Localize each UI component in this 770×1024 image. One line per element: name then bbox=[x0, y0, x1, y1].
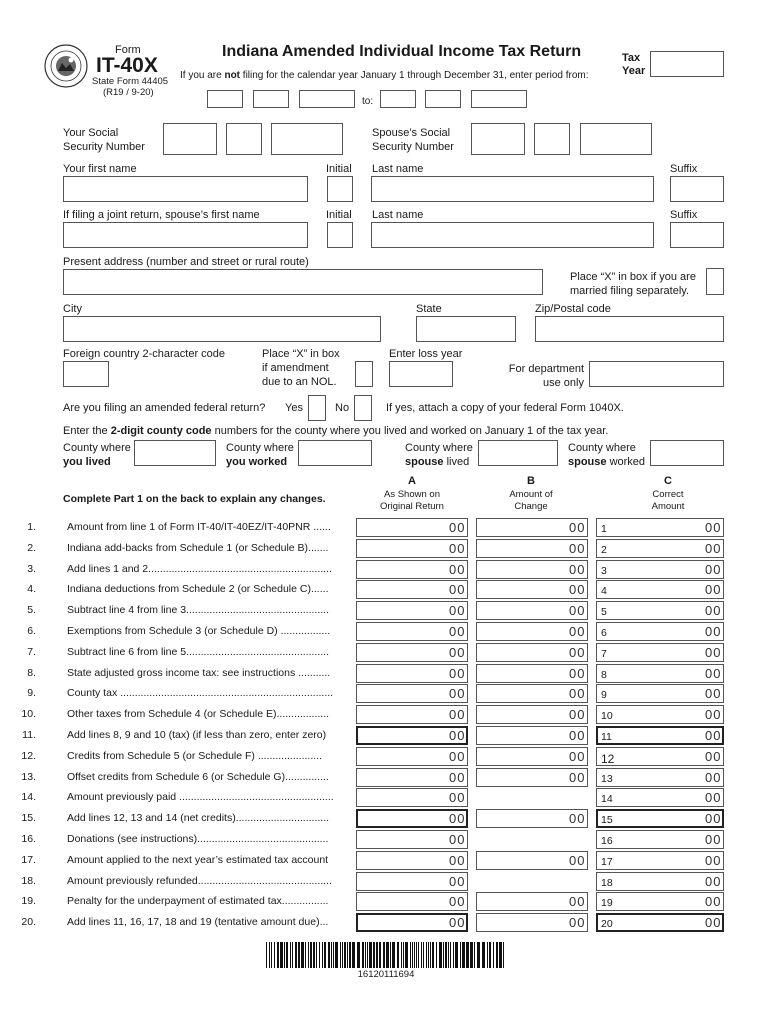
column-c-line-number: 12 bbox=[601, 751, 615, 766]
line-label: Subtract line 6 from line 5................................................. bbox=[67, 645, 330, 658]
cents: 00 bbox=[705, 540, 722, 556]
line-number: 13. bbox=[21, 770, 36, 783]
dept-use-label: For department use only bbox=[508, 363, 584, 389]
cents: 00 bbox=[449, 832, 466, 847]
barcode-bar bbox=[333, 942, 334, 968]
barcode-bar bbox=[335, 942, 338, 968]
spouse-first-name-input[interactable] bbox=[63, 222, 308, 248]
amended-no-checkbox[interactable] bbox=[354, 395, 372, 421]
barcode-bar bbox=[423, 942, 424, 968]
spouse-ssn-part-3[interactable] bbox=[580, 123, 652, 155]
barcode-bar bbox=[443, 942, 444, 968]
barcode-bar bbox=[322, 942, 323, 968]
cents: 00 bbox=[569, 665, 586, 681]
spouse-suffix-label: Suffix bbox=[670, 209, 698, 221]
line-label: Offset credits from Schedule 6 (or Schedule G)............... bbox=[67, 770, 329, 783]
barcode-bar bbox=[319, 942, 320, 968]
column-b-header: B Amount of Change bbox=[509, 475, 553, 512]
line-label: Add lines 8, 9 and 10 (tax) (if less than zero, enter zero) bbox=[67, 729, 327, 741]
cents: 00 bbox=[449, 915, 466, 931]
line-number: 8. bbox=[27, 666, 36, 679]
cents: 00 bbox=[569, 915, 586, 931]
cents: 00 bbox=[705, 728, 722, 743]
county-worked-input[interactable] bbox=[298, 440, 372, 466]
barcode-bar bbox=[410, 942, 411, 968]
column-c-line-number: 20 bbox=[601, 918, 613, 931]
page-title: Indiana Amended Individual Income Tax Return bbox=[222, 43, 582, 60]
barcode-bar bbox=[477, 942, 480, 968]
spouse-first-name-label: If filing a joint return, spouse’s first name bbox=[63, 209, 260, 221]
period-to-day[interactable] bbox=[425, 90, 461, 108]
barcode-bar bbox=[373, 942, 375, 968]
line-label: Indiana add-backs from Schedule 1 (or Schedule B)....... bbox=[67, 541, 329, 554]
barcode-bar bbox=[397, 942, 399, 968]
column-c-header: C Correct Amount bbox=[651, 475, 685, 512]
barcode-bar bbox=[392, 942, 395, 968]
state-seal bbox=[44, 44, 88, 88]
line-number: 17. bbox=[21, 853, 36, 866]
line-label: Amount previously refunded.............................................. bbox=[67, 874, 332, 887]
barcode-bar bbox=[430, 942, 431, 968]
line-label: Other taxes from Schedule 4 (or Schedule E).................. bbox=[67, 708, 330, 721]
column-c-line-number: 15 bbox=[601, 814, 613, 827]
county-worked-label: County where you worked bbox=[226, 442, 294, 468]
loss-year-label: Enter loss year bbox=[389, 348, 463, 360]
barcode-bar bbox=[342, 942, 343, 968]
form-revision: (R19 / 9-20) bbox=[103, 87, 154, 98]
barcode-bar bbox=[390, 942, 391, 968]
barcode-bar bbox=[357, 942, 360, 968]
line-number: 1. bbox=[27, 521, 36, 533]
period-from-month[interactable] bbox=[207, 90, 243, 108]
foreign-country-label: Foreign country 2-character code bbox=[63, 348, 226, 360]
part1-instruction: Complete Part 1 on the back to explain any changes. bbox=[63, 493, 326, 505]
spouse-initial-label: Initial bbox=[326, 209, 352, 221]
barcode-bar bbox=[313, 942, 315, 968]
line-label: Amount applied to the next year’s estimated tax account bbox=[67, 853, 329, 866]
ssn-part-3[interactable] bbox=[271, 123, 343, 155]
barcode-bar bbox=[266, 942, 267, 968]
barcode-number: 16120111694 bbox=[357, 969, 415, 980]
cents: 00 bbox=[705, 561, 722, 577]
barcode-bar bbox=[362, 942, 364, 968]
period-to-label: to: bbox=[362, 96, 374, 107]
barcode-bar bbox=[292, 942, 293, 968]
barcode-bar bbox=[379, 942, 381, 968]
cents: 00 bbox=[449, 811, 466, 827]
barcode-bar bbox=[367, 942, 368, 968]
period-from-day[interactable] bbox=[253, 90, 289, 108]
line-number: 5. bbox=[27, 604, 36, 617]
address-label: Present address (number and street or rural route) bbox=[63, 256, 309, 268]
barcode-bar bbox=[328, 942, 330, 968]
cents: 00 bbox=[449, 540, 466, 556]
barcode-bar bbox=[455, 942, 458, 968]
column-c-line-number: 18 bbox=[601, 876, 613, 889]
line-label: Add lines 1 and 2............................................................... bbox=[67, 562, 332, 575]
barcode-bar bbox=[352, 942, 355, 968]
barcode-bar bbox=[269, 942, 270, 968]
loss-year-input[interactable] bbox=[389, 361, 453, 387]
attach-1040x-note: If yes, attach a copy of your federal Form 1040X. bbox=[386, 402, 624, 414]
column-c-line-number: 16 bbox=[601, 835, 613, 847]
cents: 00 bbox=[449, 561, 466, 577]
cents: 00 bbox=[705, 707, 722, 723]
cents: 00 bbox=[449, 873, 466, 889]
cents: 00 bbox=[569, 728, 586, 743]
form-number: IT-40X bbox=[96, 54, 158, 77]
barcode-bar bbox=[316, 942, 317, 968]
column-a-header: A As Shown on Original Return bbox=[380, 475, 444, 512]
line-number: 7. bbox=[27, 645, 36, 658]
barcode-bar bbox=[462, 942, 465, 968]
barcode-bar bbox=[470, 942, 473, 968]
cents: 00 bbox=[569, 707, 586, 723]
initial-label: Initial bbox=[326, 163, 352, 175]
column-c-line-number: 7 bbox=[601, 647, 607, 660]
spouse-last-name-label: Last name bbox=[372, 209, 424, 221]
cents: 00 bbox=[705, 811, 722, 827]
cents: 00 bbox=[705, 873, 722, 889]
barcode-bar bbox=[310, 942, 312, 968]
barcode-bar bbox=[383, 942, 385, 968]
cents: 00 bbox=[705, 686, 722, 702]
cents: 00 bbox=[449, 624, 466, 639]
spouse-county-worked-label: County where spouse worked bbox=[568, 442, 646, 468]
spouse-suffix-input[interactable] bbox=[670, 222, 724, 248]
line-label: State adjusted gross income tax: see instructions ........... bbox=[67, 666, 331, 679]
column-c-line-number: 10 bbox=[601, 710, 613, 723]
cents: 00 bbox=[705, 582, 722, 598]
barcode-bar bbox=[418, 942, 419, 968]
barcode-bar bbox=[324, 942, 326, 968]
barcode-bar bbox=[347, 942, 348, 968]
line-number: 6. bbox=[27, 625, 36, 637]
period-from-year[interactable] bbox=[299, 90, 355, 108]
column-c-line-number: 14 bbox=[601, 793, 613, 806]
barcode-bar bbox=[376, 942, 378, 968]
line-number: 16. bbox=[21, 833, 36, 845]
line-label: Add lines 12, 13 and 14 (net credits)................................ bbox=[67, 812, 330, 825]
initial-input[interactable] bbox=[327, 176, 353, 202]
barcode-bar bbox=[290, 942, 291, 968]
county-instruction: Enter the 2-digit county code numbers for the county where you lived and worked on January 1 of the tax year. bbox=[63, 425, 609, 437]
column-c-line-number: 9 bbox=[601, 689, 607, 702]
cents: 00 bbox=[449, 603, 466, 619]
foreign-country-input[interactable] bbox=[63, 361, 109, 387]
period-instruction: If you are not filing for the calendar year January 1 through December 31, enter period from: bbox=[180, 70, 589, 81]
barcode-bar bbox=[428, 942, 429, 968]
column-c-line-number: 6 bbox=[601, 627, 607, 639]
cents: 00 bbox=[569, 894, 586, 910]
barcode-bar bbox=[386, 942, 389, 968]
barcode-bar bbox=[403, 942, 404, 968]
mfs-checkbox[interactable] bbox=[706, 268, 724, 295]
column-c-line-number: 8 bbox=[601, 668, 607, 681]
barcode-bar bbox=[474, 942, 475, 968]
ssn-label: Your Social Security Number bbox=[63, 127, 145, 153]
barcode-bar bbox=[344, 942, 346, 968]
cents: 00 bbox=[705, 832, 722, 847]
line-number: 3. bbox=[27, 562, 36, 575]
column-c-line-number: 3 bbox=[601, 564, 607, 577]
barcode-bar bbox=[453, 942, 454, 968]
tax-year-label: Tax Year bbox=[622, 52, 646, 77]
cents: 00 bbox=[705, 665, 722, 681]
amended-federal-question: Are you filing an amended federal return? bbox=[63, 402, 266, 414]
line-number: 20. bbox=[21, 916, 36, 929]
cents: 00 bbox=[705, 894, 722, 910]
barcode-bar bbox=[436, 942, 437, 968]
cents: 00 bbox=[449, 894, 466, 910]
mfs-label: Place “X” in box if you are married filing separately. bbox=[570, 271, 696, 297]
barcode-bar bbox=[401, 942, 402, 968]
barcode-bar bbox=[369, 942, 372, 968]
barcode-bar bbox=[340, 942, 341, 968]
zip-label: Zip/Postal code bbox=[535, 303, 611, 315]
cents: 00 bbox=[705, 915, 722, 931]
line-label: Credits from Schedule 5 (or Schedule F) ...................... bbox=[67, 749, 323, 762]
barcode-bar bbox=[487, 942, 488, 968]
line-number: 11. bbox=[22, 729, 36, 741]
barcode-bar bbox=[421, 942, 422, 968]
ssn-part-1[interactable] bbox=[163, 123, 217, 155]
column-c-line-number: 5 bbox=[601, 606, 607, 619]
line-label: Amount from line 1 of Form IT-40/IT-40EZ/IT-40PNR ...... bbox=[67, 521, 331, 533]
line-label: Subtract line 4 from line 3................................................. bbox=[67, 604, 330, 617]
period-to-month[interactable] bbox=[380, 90, 416, 108]
barcode-bar bbox=[305, 942, 306, 968]
cents: 00 bbox=[449, 769, 466, 785]
state-input[interactable] bbox=[416, 316, 516, 342]
cents: 00 bbox=[569, 561, 586, 577]
cents: 00 bbox=[705, 644, 722, 660]
cents: 00 bbox=[449, 790, 466, 806]
city-label: City bbox=[63, 303, 82, 315]
barcode-bar bbox=[280, 942, 283, 968]
barcode-bar bbox=[496, 942, 498, 968]
cents: 00 bbox=[569, 603, 586, 619]
barcode-bar bbox=[432, 942, 434, 968]
cents: 00 bbox=[705, 520, 722, 535]
barcode-bar bbox=[460, 942, 461, 968]
cents: 00 bbox=[569, 811, 586, 827]
barcode-bar bbox=[489, 942, 491, 968]
cents: 00 bbox=[569, 540, 586, 556]
line-number: 4. bbox=[27, 583, 36, 596]
cents: 00 bbox=[705, 852, 722, 868]
barcode-bar bbox=[405, 942, 408, 968]
cents: 00 bbox=[449, 707, 466, 723]
suffix-label: Suffix bbox=[670, 163, 698, 175]
cents: 00 bbox=[569, 582, 586, 598]
line-number: 12. bbox=[21, 749, 36, 762]
suffix-input[interactable] bbox=[670, 176, 724, 202]
cents: 00 bbox=[449, 520, 466, 535]
spouse-county-worked-input[interactable] bbox=[650, 440, 724, 466]
barcode-bar bbox=[426, 942, 427, 968]
cents: 00 bbox=[705, 748, 722, 764]
zip-input[interactable] bbox=[535, 316, 724, 342]
cents: 00 bbox=[449, 665, 466, 681]
county-lived-label: County where you lived bbox=[63, 442, 131, 468]
barcode-bar bbox=[301, 942, 304, 968]
column-c-line-number: 11 bbox=[601, 731, 612, 743]
line-number: 19. bbox=[21, 895, 36, 908]
line-number: 18. bbox=[21, 874, 36, 887]
nol-label: Place “X” in box if amendment due to an NOL. bbox=[262, 348, 340, 388]
county-lived-input[interactable] bbox=[134, 440, 216, 466]
barcode-bar bbox=[448, 942, 449, 968]
cents: 00 bbox=[449, 686, 466, 702]
barcode-bar bbox=[482, 942, 485, 968]
column-c-line-number: 19 bbox=[601, 897, 613, 910]
line-label: Donations (see instructions)............................................. bbox=[67, 833, 329, 845]
line-label: Amount previously paid ..................................................... bbox=[67, 791, 334, 804]
barcode-bar bbox=[414, 942, 415, 968]
cents: 00 bbox=[705, 603, 722, 619]
dept-use-box bbox=[589, 361, 724, 387]
column-c-line-number: 1 bbox=[601, 523, 607, 535]
spouse-last-name-input[interactable] bbox=[371, 222, 654, 248]
column-c-line-number: 17 bbox=[601, 855, 613, 868]
first-name-input[interactable] bbox=[63, 176, 308, 202]
cents: 00 bbox=[449, 644, 466, 660]
line-number: 10. bbox=[21, 708, 36, 721]
last-name-label: Last name bbox=[372, 163, 424, 175]
line-label: Penalty for the underpayment of estimated tax................ bbox=[67, 895, 329, 908]
barcode-bar bbox=[277, 942, 279, 968]
spouse-ssn-label: Spouse’s Social Security Number bbox=[372, 127, 454, 153]
first-name-label: Your first name bbox=[63, 163, 137, 175]
cents: 00 bbox=[569, 686, 586, 702]
column-c-line-number: 4 bbox=[601, 585, 607, 598]
line-number: 2. bbox=[27, 541, 36, 554]
barcode-bar bbox=[308, 942, 309, 968]
cents: 00 bbox=[705, 769, 722, 785]
cents: 00 bbox=[449, 728, 466, 743]
tax-year-input[interactable] bbox=[650, 51, 724, 77]
yes-label: Yes bbox=[285, 402, 303, 414]
cents: 00 bbox=[449, 852, 466, 868]
cents: 00 bbox=[705, 790, 722, 806]
cents: 00 bbox=[705, 624, 722, 639]
barcode-bar bbox=[412, 942, 413, 968]
barcode-bar bbox=[271, 942, 272, 968]
barcode-bar bbox=[331, 942, 332, 968]
cents: 00 bbox=[569, 644, 586, 660]
barcode-bar bbox=[493, 942, 494, 968]
address-input[interactable] bbox=[63, 269, 543, 295]
amended-yes-checkbox[interactable] bbox=[308, 395, 326, 421]
cents: 00 bbox=[569, 748, 586, 764]
barcode-bar bbox=[365, 942, 366, 968]
barcode-bar bbox=[503, 942, 504, 968]
barcode-bar bbox=[450, 942, 451, 968]
barcode-bar bbox=[499, 942, 502, 968]
barcode-bar bbox=[284, 942, 285, 968]
barcode-bar bbox=[439, 942, 442, 968]
cents: 00 bbox=[569, 769, 586, 785]
last-name-input[interactable] bbox=[371, 176, 654, 202]
cents: 00 bbox=[569, 852, 586, 868]
spouse-county-lived-input[interactable] bbox=[478, 440, 558, 466]
spouse-county-lived-label: County where spouse lived bbox=[405, 442, 473, 468]
form-label: Form bbox=[115, 44, 141, 56]
spouse-ssn-part-1[interactable] bbox=[471, 123, 525, 155]
barcode bbox=[266, 942, 506, 968]
line-number: 14. bbox=[21, 791, 36, 804]
barcode-bar bbox=[445, 942, 447, 968]
period-to-year[interactable] bbox=[471, 90, 527, 108]
spouse-ssn-part-2[interactable] bbox=[534, 123, 570, 155]
line-label: Exemptions from Schedule 3 (or Schedule D) ................. bbox=[67, 625, 331, 637]
column-c-line-number: 13 bbox=[601, 772, 613, 785]
no-label: No bbox=[335, 402, 350, 414]
cents: 00 bbox=[449, 582, 466, 598]
barcode-bar bbox=[286, 942, 288, 968]
cents: 00 bbox=[569, 520, 586, 535]
line-label: Indiana deductions from Schedule 2 (or Schedule C)...... bbox=[67, 583, 329, 596]
barcode-bar bbox=[274, 942, 275, 968]
column-c-line-number: 2 bbox=[601, 543, 607, 556]
state-label: State bbox=[416, 303, 442, 315]
ssn-part-2[interactable] bbox=[226, 123, 262, 155]
barcode-bar bbox=[466, 942, 469, 968]
cents: 00 bbox=[449, 748, 466, 764]
line-number: 9. bbox=[27, 687, 36, 700]
nol-checkbox[interactable] bbox=[355, 361, 373, 387]
state-form-number: State Form 44405 bbox=[92, 76, 169, 87]
barcode-bar bbox=[295, 942, 297, 968]
city-input[interactable] bbox=[63, 316, 381, 342]
barcode-bar bbox=[416, 942, 417, 968]
line-label: County tax ......................................................................... bbox=[67, 687, 334, 700]
line-number: 15. bbox=[21, 812, 36, 825]
spouse-initial-input[interactable] bbox=[327, 222, 353, 248]
cents: 00 bbox=[569, 624, 586, 639]
barcode-bar bbox=[349, 942, 351, 968]
barcode-bar bbox=[298, 942, 300, 968]
line-label: Add lines 11, 16, 17, 18 and 19 (tentative amount due)... bbox=[67, 916, 329, 929]
